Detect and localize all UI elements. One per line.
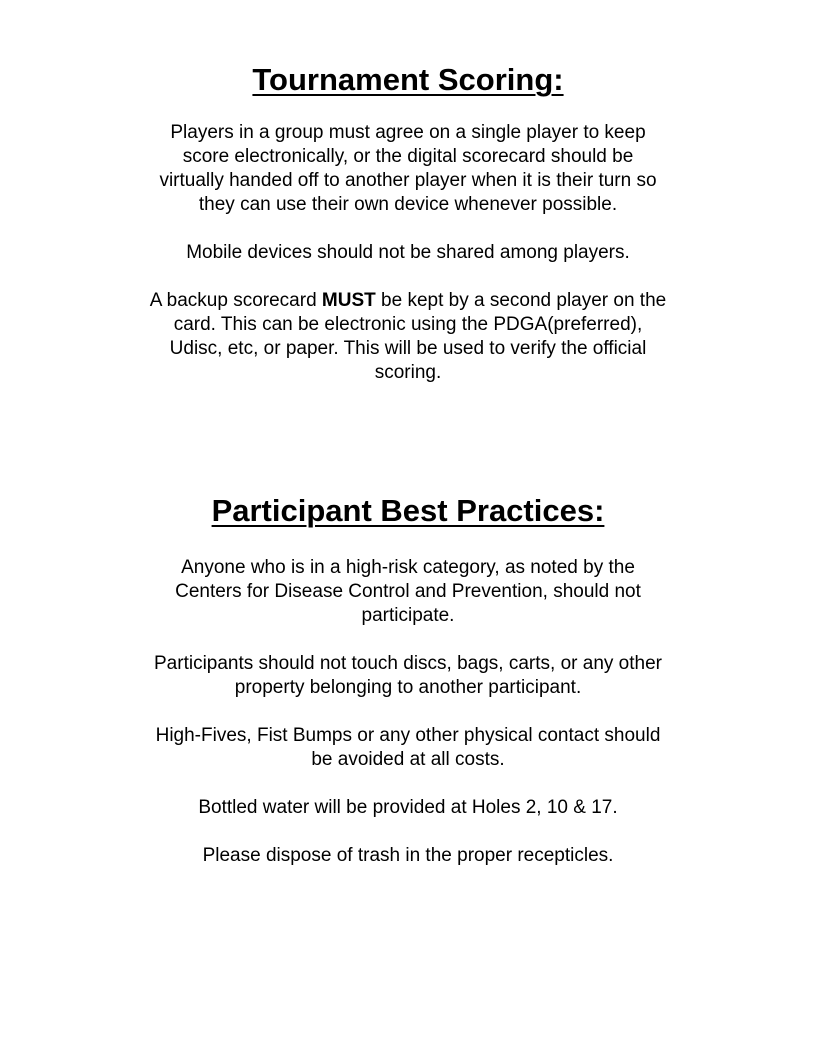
scoring-paragraph-1: Players in a group must agree on a single player to keep score electronically, or the digital scorecard should be virtually handed off to another player when it is their turn so they can use their own device whenever possible. <box>159 122 657 215</box>
scoring-paragraph-2: Mobile devices should not be shared among players. <box>186 242 630 263</box>
tournament-scoring-section <box>0 62 816 385</box>
tournament-scoring-heading: Tournament Scoring: <box>252 62 564 97</box>
practices-paragraph: Anyone who is in a high-risk category, as noted by the Centers for Disease Control and Prevention, should not participate. <box>175 557 641 626</box>
practices-paragraph: Bottled water will be provided at Holes 2, 10 & 17. <box>198 797 618 818</box>
practices-paragraph: Please dispose of trash in the proper recepticles. <box>202 845 614 866</box>
scoring-paragraph-3 <box>108 289 708 385</box>
scoring-paragraph-3-after: be kept by a second player on the card. This can be electronic using the PDGA(preferred), Udisc, etc, or paper. This will be used to verify the official scoring. <box>169 290 667 383</box>
scoring-paragraph-3-emphasis: MUST <box>321 290 376 311</box>
participant-best-practices-heading: Participant Best Practices: <box>211 493 605 528</box>
practices-paragraph: High-Fives, Fist Bumps or any other physical contact should be avoided at all costs. <box>155 725 661 770</box>
participant-best-practices-section <box>0 493 816 892</box>
scoring-paragraph-3-before: A backup scorecard <box>149 290 322 311</box>
practices-paragraph: Participants should not touch discs, bags, carts, or any other property belonging to another participant. <box>154 653 662 698</box>
